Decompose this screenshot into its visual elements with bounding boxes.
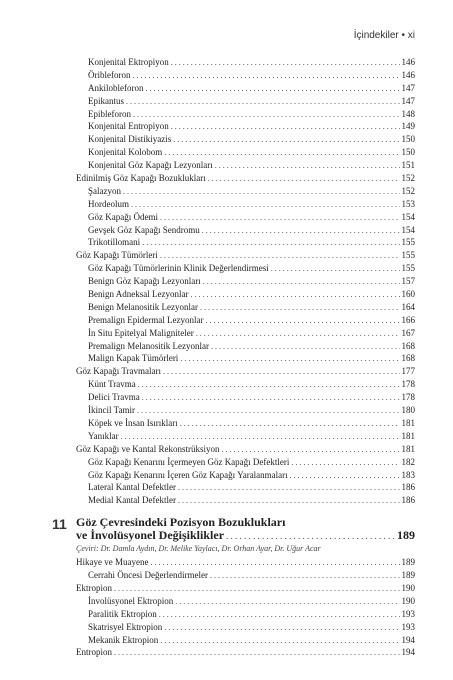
toc-entry[interactable]: [0, 120, 453, 133]
toc-entry[interactable]: [0, 456, 453, 469]
toc-entry[interactable]: [0, 378, 453, 391]
toc-entry-title: Skatrisyel Ektropion: [88, 621, 163, 632]
toc-entry-title: Göz Kapağı Kenarını İçermeyen Göz Kapağı Defektleri: [88, 456, 290, 467]
toc-entry[interactable]: [0, 417, 453, 430]
toc-entry-title: Köpek ve İnsan Isırıkları: [88, 417, 178, 428]
toc-entry[interactable]: [0, 262, 453, 275]
toc-entry[interactable]: [0, 146, 453, 159]
toc-entry-title: Mekanik Ektropion: [88, 634, 159, 645]
toc-entry-page: 193: [401, 608, 415, 619]
toc-entry-title: Göz Kapağı Kenarını İçeren Göz Kapağı Yaralanmaları: [88, 469, 288, 480]
toc-entry[interactable]: [0, 634, 453, 647]
toc-entry[interactable]: [0, 224, 453, 237]
toc-entry[interactable]: [0, 69, 453, 82]
toc-entry-page: 186: [401, 482, 415, 493]
toc-entry-title: Konjenital Entropiyon: [88, 121, 169, 132]
toc-entry[interactable]: [0, 95, 453, 108]
toc-entry[interactable]: [0, 352, 453, 365]
toc-entry-page: 146: [401, 69, 415, 80]
toc-entry[interactable]: [0, 646, 453, 659]
toc-entry[interactable]: [0, 211, 453, 224]
toc-entry[interactable]: [0, 288, 453, 301]
toc-entry-page: 190: [401, 595, 415, 606]
toc-entry-title: Konjenital Kolobom: [88, 147, 163, 158]
toc-entry-page: 164: [401, 301, 415, 312]
toc-entry-page: 153: [401, 198, 415, 209]
toc-entry-title: Malign Kapak Tümörleri: [88, 353, 179, 364]
toc-entry[interactable]: [0, 494, 453, 507]
toc-entry[interactable]: [0, 159, 453, 172]
toc-entry[interactable]: [0, 430, 453, 443]
toc-entry-page: 154: [401, 211, 415, 222]
toc-entry-page: 152: [401, 185, 415, 196]
toc-entry-page: 182: [401, 456, 415, 467]
toc-entry-page: 181: [401, 417, 415, 428]
toc-entry-title: Entropion: [76, 647, 112, 658]
toc-entry-title: Paralitik Ektropion: [88, 608, 157, 619]
toc-entry-page: 178: [401, 379, 415, 390]
toc-entry-title: İkincil Tamir: [88, 405, 135, 416]
toc-entry[interactable]: [0, 595, 453, 608]
toc-entry-title: Epikantus: [88, 95, 124, 106]
toc-entry-page: 180: [401, 405, 415, 416]
toc-entry-page: 190: [401, 582, 415, 593]
toc-entry-page: 166: [401, 314, 415, 325]
toc-entry-title: Şalazyon: [88, 185, 121, 196]
toc-entry-title: Göz Kapağı Tümörleri: [76, 250, 158, 261]
toc-entry-page: 189: [401, 570, 415, 581]
toc-entry-title: Göz Kapağı Travmaları: [76, 366, 161, 377]
toc-entry[interactable]: [0, 621, 453, 634]
toc-entry-page: 147: [401, 82, 415, 93]
toc-entry-title: Premalign Epidermal Lezyonlar: [88, 314, 204, 325]
chapter-title-line2: [76, 529, 415, 543]
toc-entry-page: 183: [401, 469, 415, 480]
toc-entry-page: 155: [401, 263, 415, 274]
toc-dot-leader: [178, 495, 400, 508]
toc-entry[interactable]: [0, 56, 453, 69]
toc-entry-title: Ankilobleforon: [88, 82, 144, 93]
toc-entry-title: İn Situ Epitelyal Maligniteler: [88, 327, 194, 338]
toc-entry-page: 178: [401, 392, 415, 403]
toc-entry[interactable]: [0, 249, 453, 262]
toc-entry-page: 154: [401, 224, 415, 235]
toc-entry-title: Konjenital Göz Kapağı Lezyonları: [88, 160, 213, 171]
toc-entry-title: İnvolüsyonel Ektropion: [88, 595, 174, 606]
toc-entry-title: Göz Kapağı ve Kantal Rekonstrüksiyon: [76, 443, 220, 454]
toc-entry-page: 150: [401, 134, 415, 145]
toc-entry[interactable]: [0, 327, 453, 340]
toc-entry-title: Konjenital Ektropiyon: [88, 57, 169, 67]
toc-entry[interactable]: [0, 469, 453, 482]
toc-entry-title: Medial Kantal Defektler: [88, 495, 176, 506]
toc-entry-title: Trikotillomani: [88, 237, 141, 248]
toc-entry-title: Hikaye ve Muayene: [76, 557, 149, 568]
page-header: İçindekiler • xi: [353, 30, 415, 41]
toc-entry-page: 147: [401, 95, 415, 106]
toc-entry-page: 152: [401, 173, 415, 184]
toc-entry-page: 168: [401, 340, 415, 351]
toc-entry[interactable]: [0, 275, 453, 288]
chapter-number: 11: [52, 516, 67, 533]
toc-entry-page: 186: [401, 495, 415, 506]
toc-entry-page: 194: [401, 634, 415, 645]
toc-entry[interactable]: [0, 582, 453, 595]
toc-entry-title: Cerrahi Öncesi Değerlendirmeler: [88, 570, 208, 581]
toc-entry[interactable]: [0, 198, 453, 211]
toc-entry-page: 189: [401, 557, 415, 568]
toc-list-top: [0, 56, 453, 507]
toc-entry[interactable]: [0, 172, 453, 185]
toc-entry[interactable]: [0, 133, 453, 146]
toc-dot-leader: [114, 647, 400, 660]
toc-entry[interactable]: [0, 391, 453, 404]
toc-entry-title: Benign Adneksal Lezyonlar: [88, 289, 189, 300]
toc-entry-page: 146: [401, 57, 415, 67]
toc-entry-page: 155: [401, 250, 415, 261]
toc-entry-title: Öribleforon: [88, 69, 131, 80]
toc-entry-title: Ektropion: [76, 582, 112, 593]
chapter-heading: [0, 516, 453, 543]
toc-entry-title: Yanıklar: [88, 430, 119, 441]
toc-entry-page: 168: [401, 353, 415, 364]
chapter-page-number: 189: [397, 528, 415, 543]
toc-entry[interactable]: [0, 556, 453, 569]
table-of-contents: [0, 56, 453, 659]
toc-entry[interactable]: [0, 365, 453, 378]
toc-entry[interactable]: [0, 82, 453, 95]
toc-entry[interactable]: [0, 481, 453, 494]
toc-entry-title: Göz Kapağı Tümörlerinin Klinik Değerlendirmesi: [88, 263, 269, 274]
toc-entry-page: 155: [401, 237, 415, 248]
toc-entry-page: 151: [401, 160, 415, 171]
toc-entry[interactable]: [0, 314, 453, 327]
toc-entry[interactable]: [0, 404, 453, 417]
toc-entry-title: Benign Melanositik Lezyonlar: [88, 301, 198, 312]
toc-entry[interactable]: [0, 185, 453, 198]
toc-entry-title: Delici Travma: [88, 392, 140, 403]
toc-entry-title: Künt Travma: [88, 379, 136, 390]
toc-entry-title: Premalign Melanositik Lezyonlar: [88, 340, 209, 351]
toc-list-bottom: [0, 556, 453, 659]
toc-entry-title: Konjenital Distikiyazis: [88, 134, 172, 145]
toc-entry-title: Hordeolum: [88, 198, 129, 209]
chapter-title-line2-text: ve İnvolüsyonel Değişiklikler: [76, 528, 225, 543]
toc-entry-title: Gevşek Göz Kapağı Sendromu: [88, 224, 200, 235]
toc-entry-page: 157: [401, 276, 415, 287]
chapter-authors: Çeviri: Dr. Damla Aydın, Dr. Melike Yaylacı, Dr. Orhan Ayar, Dr. Uğur Acar: [76, 544, 321, 554]
toc-entry-page: 167: [401, 327, 415, 338]
toc-entry-page: 194: [401, 647, 415, 658]
toc-entry[interactable]: [0, 340, 453, 353]
toc-entry-title: Lateral Kantal Defektler: [88, 482, 176, 493]
toc-entry[interactable]: [0, 608, 453, 621]
toc-entry-page: 193: [401, 621, 415, 632]
toc-entry[interactable]: [0, 443, 453, 456]
toc-entry-title: Epibleforon: [88, 108, 131, 119]
toc-entry-page: 177: [401, 366, 415, 377]
toc-entry[interactable]: [0, 569, 453, 582]
toc-entry-page: 181: [401, 443, 415, 454]
toc-entry-title: Edinilmiş Göz Kapağı Bozuklukları: [76, 173, 206, 184]
toc-entry[interactable]: [0, 301, 453, 314]
toc-entry-page: 150: [401, 147, 415, 158]
toc-entry-page: 181: [401, 430, 415, 441]
toc-entry-page: 160: [401, 289, 415, 300]
toc-dot-leader: [226, 530, 395, 543]
toc-entry[interactable]: [0, 236, 453, 249]
chapter-title-line1: Göz Çevresindeki Pozisyon Bozuklukları: [76, 515, 286, 530]
toc-entry-title: Benign Göz Kapağı Lezyonları: [88, 276, 201, 287]
toc-entry[interactable]: [0, 108, 453, 121]
toc-entry-page: 148: [401, 108, 415, 119]
toc-entry-page: 149: [401, 121, 415, 132]
toc-entry-title: Göz Kapağı Ödemi: [88, 211, 158, 222]
